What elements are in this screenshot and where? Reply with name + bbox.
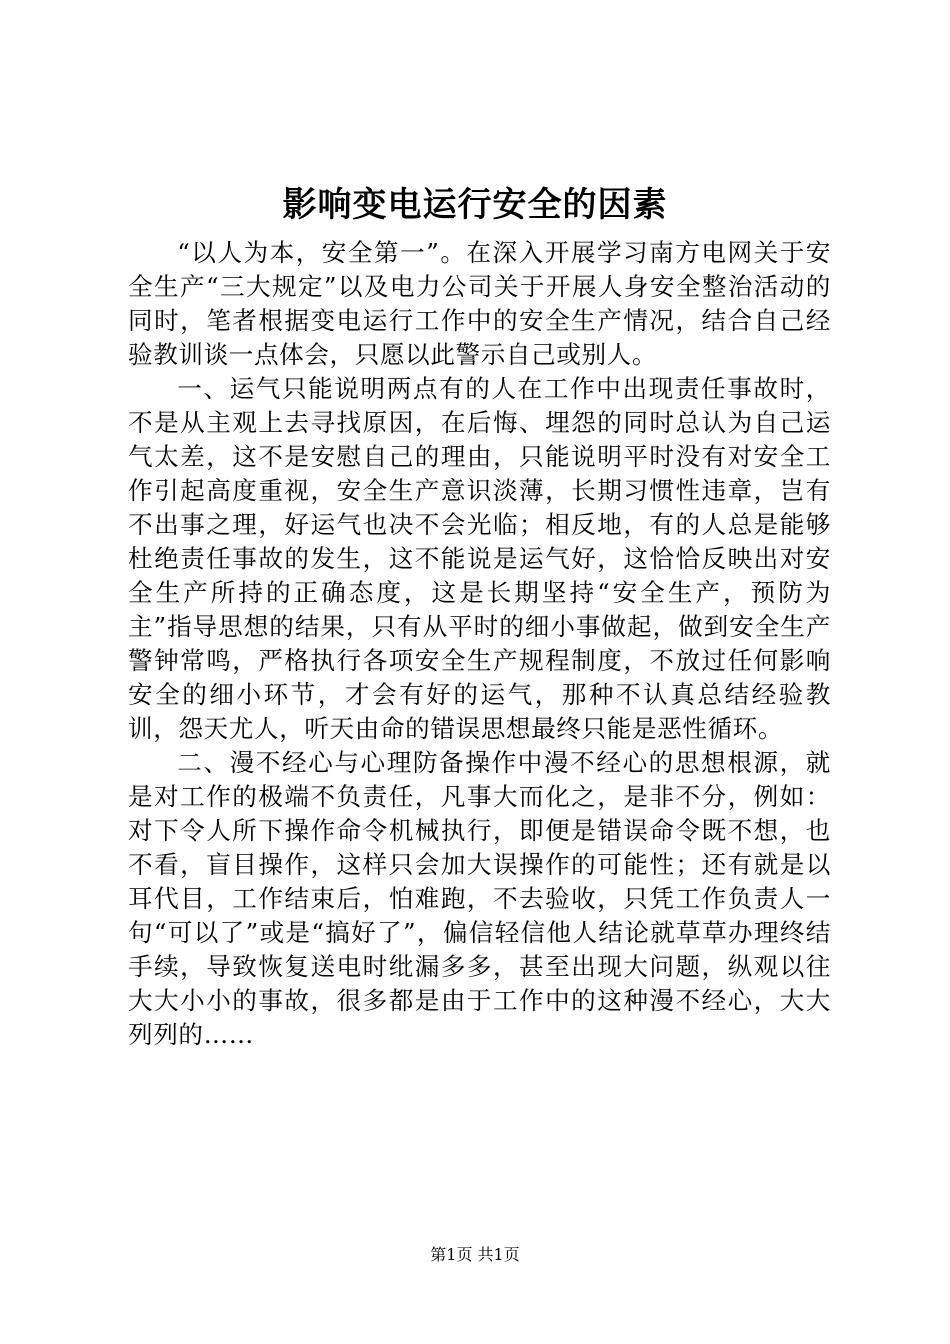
- document-title: 影响变电运行安全的因素: [282, 185, 668, 225]
- paragraph-carelessness: 二、漫不经心与心理防备操作中漫不经心的思想根源，就是对工作的极端不负责任，凡事大而化之，是非不分，例如：对下令人所下操作命令机械执行，即便是错误命令既不想，也不看，盲目操作，这样只会加大误操作的可能性；还有就是以耳代目，工作结束后，怕难跑，不去验收，只凭工作负责人一句“可以了”或是“搞好了”，偏信轻信他人结论就草草办理终结手续，导致恢复送电时纰漏多多，甚至出现大问题，纵观以往大大小小的事故，很多都是由于工作中的这种漫不经心，大大列列的……: [128, 748, 831, 1049]
- page-number-footer: 第1页 共1页: [430, 1245, 520, 1264]
- paragraph-luck: 一、运气只能说明两点有的人在工作中出现责任事故时，不是从主观上去寻找原因，在后悔、埋怨的同时总认为自己运气太差，这不是安慰自己的理由，只能说明平时没有对安全工作引起高度重视，安全生产意识淡薄，长期习惯性违章，岂有不出事之理，好运气也决不会光临；相反地，有的人总是能够杜绝责任事故的发生，这不能说是运气好，这恰恰反映出对安全生产所持的正确态度，这是长期坚持“安全生产，预防为主”指导思想的结果，只有从平时的细小事做起，做到安全生产警钟常鸣，严格执行各项安全生产规程制度，不放过任何影响安全的细小环节，才会有好的运气，那种不认真总结经验教训，怨天尤人，听天由命的错误思想最终只能是恶性循环。: [128, 374, 831, 743]
- paragraph-intro: “以人为本，安全第一”。在深入开展学习南方电网关于安全生产“三大规定”以及电力公司关于开展人身安全整治活动的同时，笔者根据变电运行工作中的安全生产情况，结合自己经验教训谈一点体会，只愿以此警示自己或别人。: [128, 238, 831, 369]
- document-body: [128, 236, 831, 1052]
